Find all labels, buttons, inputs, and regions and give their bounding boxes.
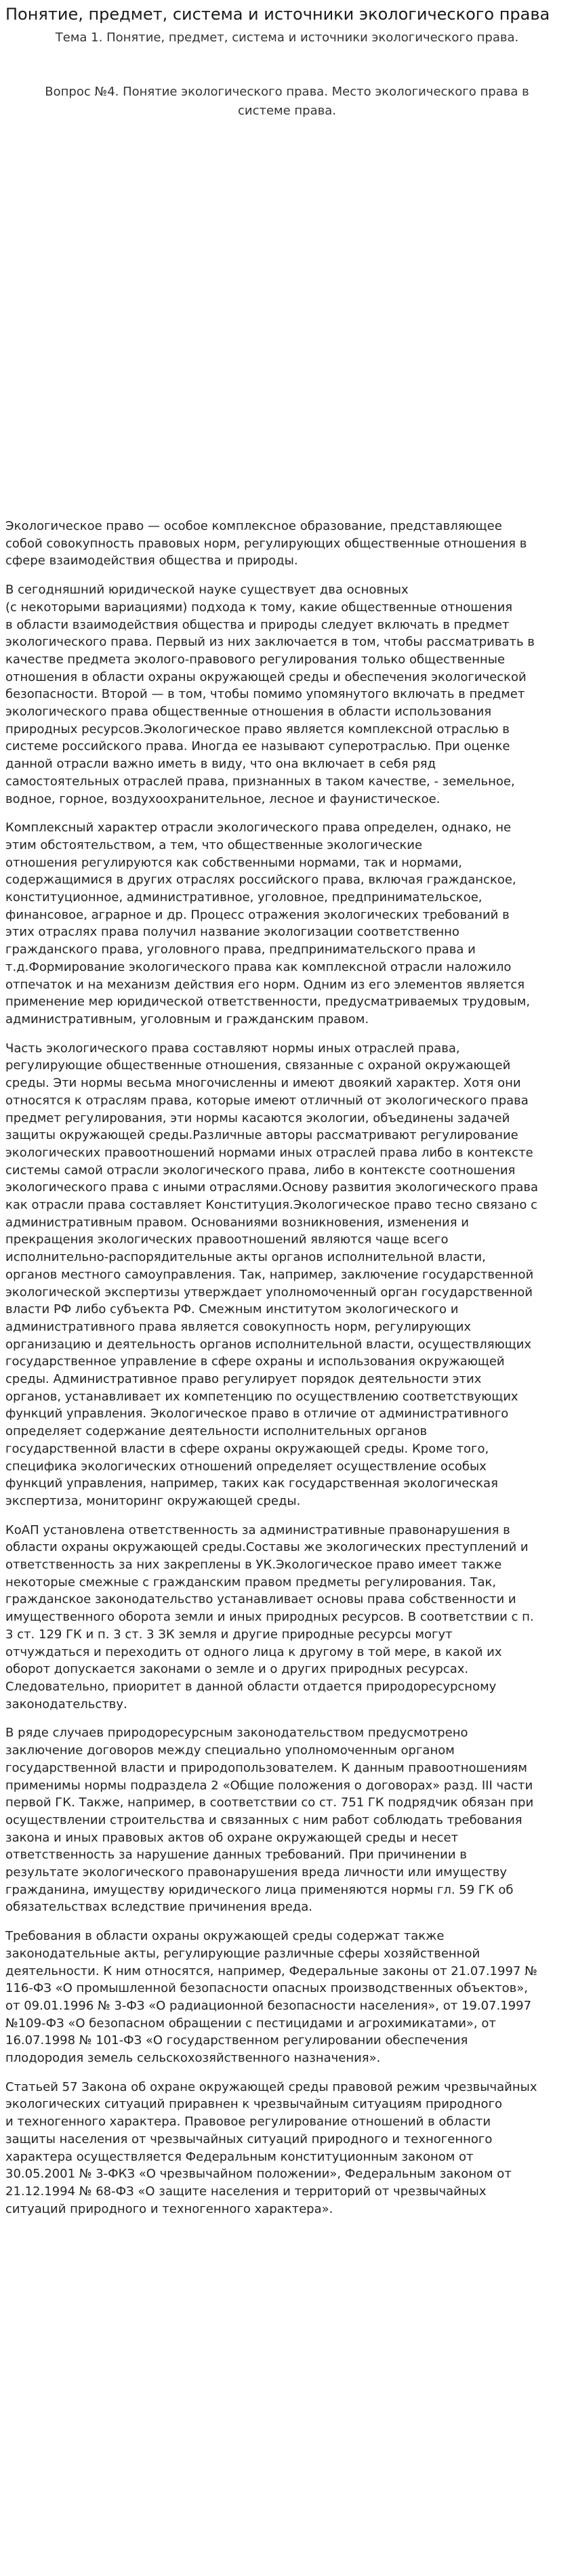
- article-body: [5, 518, 568, 2229]
- paragraph: Статьей 57 Закона об охране окружающей среды правовой режим чрезвычайных экологических ситуаций приравнен к чрезвычайным ситуациям природного и техногенного характера. Правовое регулирование отношений в области защиты населения от чрезвычайных ситуаций природного и техногенного характера осуществляется Федеральным конституционным законом от 30.05.2001 № 3-ФКЗ «О чрезвычайном положении», Федеральным законом от 21.12.1994 № 68-ФЗ «О защите населения и территорий от чрезвычайных ситуаций природного и техногенного характера».: [5, 2079, 537, 2216]
- paragraph: В сегодняшний юридической науке существует два основных (с некоторыми вариациями) подхода к тому, какие общественные отношения в области взаимодействия общества и природы следует включать в предмет экологического права. Первый из них заключается в том, чтобы рассматривать в качестве предмета эколого-правового регулирования только общественные отношения в области охраны окружающей среды и обеспечения экологической безопасности. Второй — в том, чтобы помимо упомянутого включать в предмет экологического права общественные отношения в области использования природных ресурсов.Экологическое право является комплексной отраслью в системе российского права. Иногда ее называют суперотраслью. При оценке данной отрасли важно иметь в виду, что она включает в себя ряд самостоятельных отраслей права, признанных в таком качестве, - земельное, водное, горное, воздухоохранительное, лесное и фаунистическое.: [5, 583, 535, 806]
- paragraph: Экологическое право — особое комплексное образование, представляющее собой совокупность правовых норм, регулирующих общественные отношения в сфере взаимодействия общества и природы.: [5, 519, 527, 568]
- paragraph: КоАП установлена ответственность за административные правонарушения в области охраны окружающей среды.Составы же экологических преступлений и ответственность за них закреплены в УК.Экологическое право имеет также некоторые смежные с гражданским правом предметы регулирования. Так, гражданское законодательство устанавливает основы права собственности и имущественного оборота земли и иных природных ресурсов. В соответствии с п. 3 ст. 129 ГК и п. 3 ст. 3 ЗК земля и другие природные ресурсы могут отчуждаться и переходить от одного лица к другому в той мере, в какой их оборот допускается законами о земле и о других природных ресурсах. Следовательно, приоритет в данной области отдается природоресурсному законодательству.: [5, 1522, 534, 1711]
- paragraph: Комплексный характер отрасли экологического права определен, однако, не этим обстоятельством, а тем, что общественные экологические отношения регулируются как собственными нормами, так и нормами, содержащимися в других отраслях российского права, включая гражданское, конституционное, административное, уголовное, предпринимательское, финансовое, аграрное и др. Процесс отражения экологических требований в этих отраслях права получил название экологизации соответственно гражданского права, уголовного права, предпринимательского права и т.д.Формирование экологического права как комплексной отрасли наложило отпечаток и на механизм действия его норм. Одним из его элементов является применение мер юридической ответственности, предусматриваемых трудовым, административным, уголовным и гражданским правом.: [5, 820, 531, 1026]
- topic-heading: Тема 1. Понятие, предмет, система и источники экологического права.: [55, 30, 519, 45]
- paragraph: Требования в области охраны окружающей среды содержат также законодательные акты, регулирующие различные сферы хозяйственной деятельности. К ним относятся, например, Федеральные законы от 21.07.1997 № 116-ФЗ «О промышленной безопасности опасных производственных объектов», от 09.01.1996 № 3-ФЗ «О радиационной безопасности населения», от 19.07.1997 №109-ФЗ «О безопасном обращении с пестицидами и агрохимикатами», от 16.07.1998 № 101-ФЗ «О государственном регулировании обеспечения плодородия земель сельскохозяйственного назначения».: [5, 1929, 537, 2066]
- page-title: Понятие, предмет, система и источники экологического права: [5, 5, 550, 24]
- question-heading: Вопрос №4. Понятие экологического права. Место экологического права в системе права.: [45, 85, 529, 118]
- paragraph: В ряде случаев природоресурсным законодательством предусмотрено заключение договоров между специально уполномоченным органом государственной власти и природопользователем. К данным правоотношениям применимы нормы подраздела 2 «Общие положения о договорах» разд. III части первой ГК. Также, например, в соответствии со ст. 751 ГК подрядчик обязан при осуществлении строительства и связанных с ним работ соблюдать требования закона и иных правовых актов об охране окружающей среды и несет ответственность за нарушение данных требований. При причинении в результате экологического правонарушения вреда личности или имуществу гражданина, имуществу юридического лица применяются нормы гл. 59 ГК об обязательствах вследствие причинения вреда.: [5, 1726, 534, 1915]
- paragraph: Часть экологического права составляют нормы иных отраслей права, регулирующие общественные отношения, связанные с охраной окружающей среды. Эти нормы весьма многочисленны и имеют двоякий характер. Хотя они относятся к отраслям права, которые имеют отличный от экологического права предмет регулирования, эти нормы касаются экологии, объединены задачей защиты окружающей среды.Различные авторы рассматривают регулирование экологических правоотношений нормами иных отраслей права либо в контексте системы самой отрасли экологического права, либо в контексте соотношения экологического права с иными отраслями.Основу развития экологического права как отрасли права составляет Конституция.Экологическое право тесно связано с административным правом. Основаниями возникновения, изменения и прекращения экологических правоотношений являются чаще всего исполнительно-распорядительные акты органов исполнительной власти, органов местного самоуправления. Так, например, заключение государственной экологической экспертизы утверждает уполномоченный орган государственной власти РФ либо субъекта РФ. Смежным институтом экологического и административного права является совокупность норм, регулирующих организацию и деятельность органов исполнительной власти, осуществляющих государственное управление в сфере охраны и использования окружающей среды. Административное право регулирует порядок деятельности этих органов, устанавливает их компетенцию по осуществлению соответствующих функций управления. Экологическое право в отличие от административного определяет содержание деятельности исполнительных органов государственной власти в сфере охраны окружающей среды. Кроме того, специфика экологических отношений определяет осуществление особых функций управления, например, таких как государственная экологическая экспертиза, мониторинг окружающей среды.: [5, 1041, 539, 1508]
